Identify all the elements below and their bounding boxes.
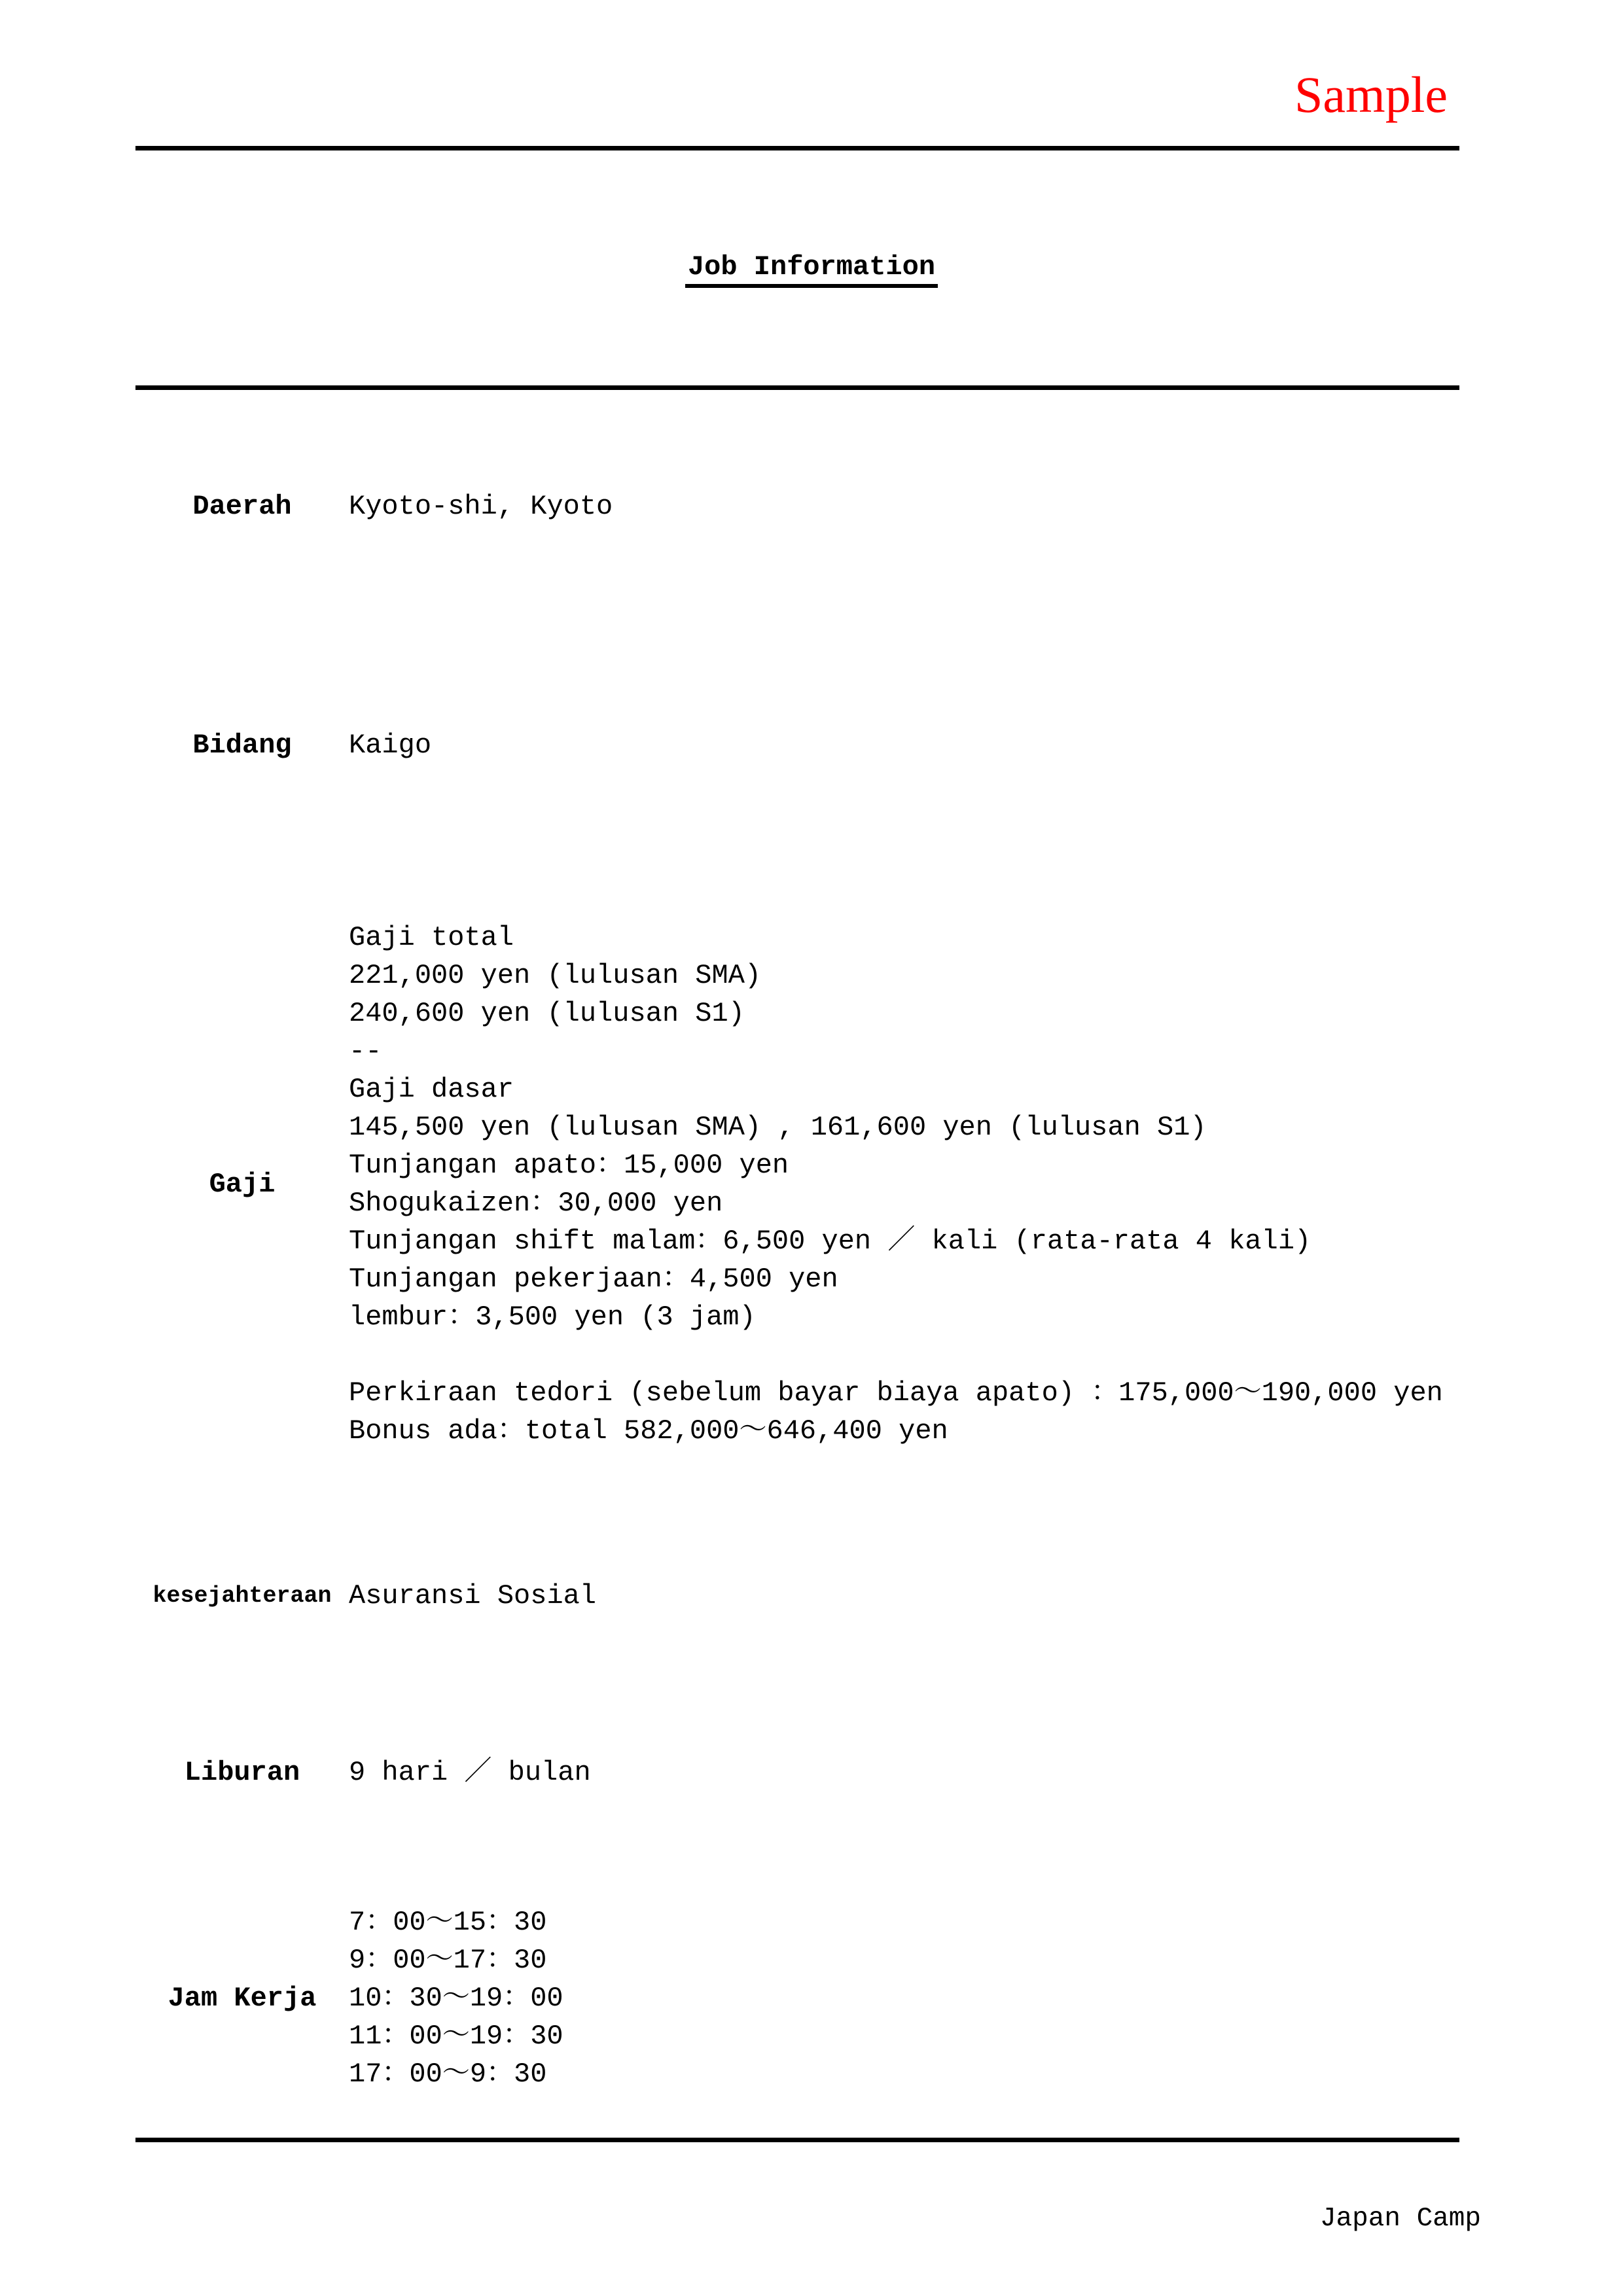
row-label: Bidang xyxy=(192,730,292,761)
horizontal-rule-top xyxy=(135,146,1459,150)
row-label: kesejahteraan xyxy=(152,1583,332,1609)
row-label: Liburan xyxy=(184,1757,300,1788)
horizontal-rule-middle xyxy=(135,385,1459,390)
row-label-cell xyxy=(135,919,349,1450)
row-value-cell xyxy=(349,487,1477,525)
sample-watermark: Sample xyxy=(1294,66,1448,123)
row-value-line: Tunjangan apato：15,000 yen xyxy=(349,1150,789,1181)
row-label-cell xyxy=(135,487,349,525)
row-value-cell xyxy=(349,1754,1477,1792)
row-label-cell xyxy=(135,726,349,764)
row-value-line: 10：30～19：00 xyxy=(349,1983,563,2014)
table-row xyxy=(135,919,1477,1450)
row-value-line: 11：00～19：30 xyxy=(349,2021,563,2052)
row-label-cell xyxy=(135,1903,349,2093)
page-title: Job Information xyxy=(685,251,938,288)
row-value-line: Shogukaizen：30,000 yen xyxy=(349,1188,723,1219)
row-value-line: Gaji dasar xyxy=(349,1074,514,1105)
row-value-line xyxy=(349,1336,1477,1374)
row-label: Daerah xyxy=(192,491,292,522)
row-value-line: 9 hari ／ bulan xyxy=(349,1757,591,1788)
row-value-line: lembur：3,500 yen (3 jam) xyxy=(349,1301,756,1333)
footer-brand: Japan Camp xyxy=(1319,2204,1481,2234)
table-row xyxy=(135,726,1477,764)
row-value-line: 17：00～9：30 xyxy=(349,2058,547,2090)
row-value-line: 9：00～17：30 xyxy=(349,1945,547,1976)
row-value-line: Bonus ada：total 582,000～646,400 yen xyxy=(349,1415,948,1447)
row-value-cell xyxy=(349,1577,1477,1615)
table-row xyxy=(135,487,1477,525)
horizontal-rule-bottom xyxy=(135,2138,1459,2142)
row-value-line: Tunjangan shift malam：6,500 yen ／ kali (rata-rata 4 kali) xyxy=(349,1226,1311,1257)
row-value-cell xyxy=(349,919,1477,1450)
row-value-line: Kaigo xyxy=(349,730,432,761)
table-row xyxy=(135,1754,1477,1792)
row-label-cell xyxy=(135,1577,349,1615)
row-value-line: 7：00～15：30 xyxy=(349,1907,547,1938)
row-value-line: Perkiraan tedori (sebelum bayar biaya apato) ：175,000～190,000 yen xyxy=(349,1377,1443,1409)
row-value-line: Gaji total xyxy=(349,922,514,953)
row-value-line: 221,000 yen (lulusan SMA) xyxy=(349,960,762,991)
row-value-line: Tunjangan pekerjaan：4,500 yen xyxy=(349,1263,838,1295)
row-value-line: 145,500 yen (lulusan SMA) , 161,600 yen (lulusan S1) xyxy=(349,1112,1207,1143)
row-value-line: -- xyxy=(349,1036,382,1067)
table-row xyxy=(135,1577,1477,1615)
row-label: Gaji xyxy=(209,1169,276,1200)
page-title-wrap xyxy=(0,251,1623,288)
row-value-line: Asuransi Sosial xyxy=(349,1580,597,1612)
row-label-cell xyxy=(135,1754,349,1792)
table-row xyxy=(135,1903,1477,2093)
row-value-cell xyxy=(349,1903,1477,2093)
row-value-line: 240,600 yen (lulusan S1) xyxy=(349,998,745,1029)
row-label: Jam Kerja xyxy=(168,1983,317,2014)
row-value-cell xyxy=(349,726,1477,764)
row-value-line: Kyoto-shi, Kyoto xyxy=(349,491,613,522)
